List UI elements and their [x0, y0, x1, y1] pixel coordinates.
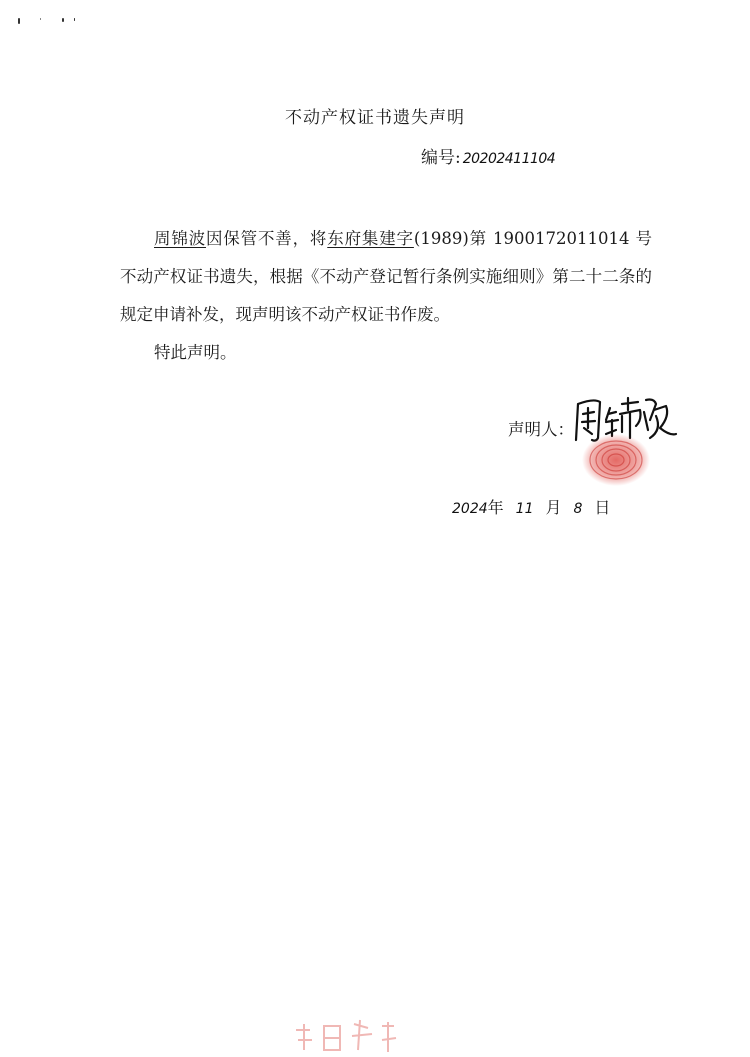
scan-mark: [74, 18, 75, 21]
document-number: [421, 143, 555, 168]
closing-paragraph: 特此声明。: [154, 343, 237, 362]
signer-label: 声明人：: [508, 420, 574, 439]
number-value: 20202411104: [462, 151, 556, 167]
scan-mark: [62, 18, 64, 22]
day-unit: 日: [594, 498, 611, 517]
paragraph-text: 因保管不善，将: [205, 229, 328, 248]
date-day: 8: [573, 501, 583, 517]
declaration-paragraph: [120, 220, 652, 334]
number-label: 编号:: [421, 148, 461, 168]
year-unit: 年: [487, 498, 504, 517]
paragraph-text: 第 1900172011014 号不动产权证书遗失，根据《不动产登记暂行条例实施细则》第二十二条的规定申请补发，现声明该不动产权证书作废。: [120, 229, 653, 324]
document-title: 不动产权证书遗失声明: [285, 108, 465, 128]
month-unit: 月: [545, 498, 562, 517]
scan-mark: [40, 18, 41, 20]
owner-name: 周锦波: [154, 229, 206, 248]
declaration-body: [120, 220, 652, 372]
red-fingerprint: [580, 432, 652, 488]
scan-mark: [18, 18, 20, 24]
red-stamp-fragment: [290, 1010, 400, 1057]
date-month: 11: [515, 501, 534, 517]
certificate-year: (1989): [413, 229, 469, 248]
signing-date: [452, 495, 610, 518]
certificate-ref: 东府集建字: [327, 229, 414, 248]
date-year: 2024: [452, 501, 488, 517]
